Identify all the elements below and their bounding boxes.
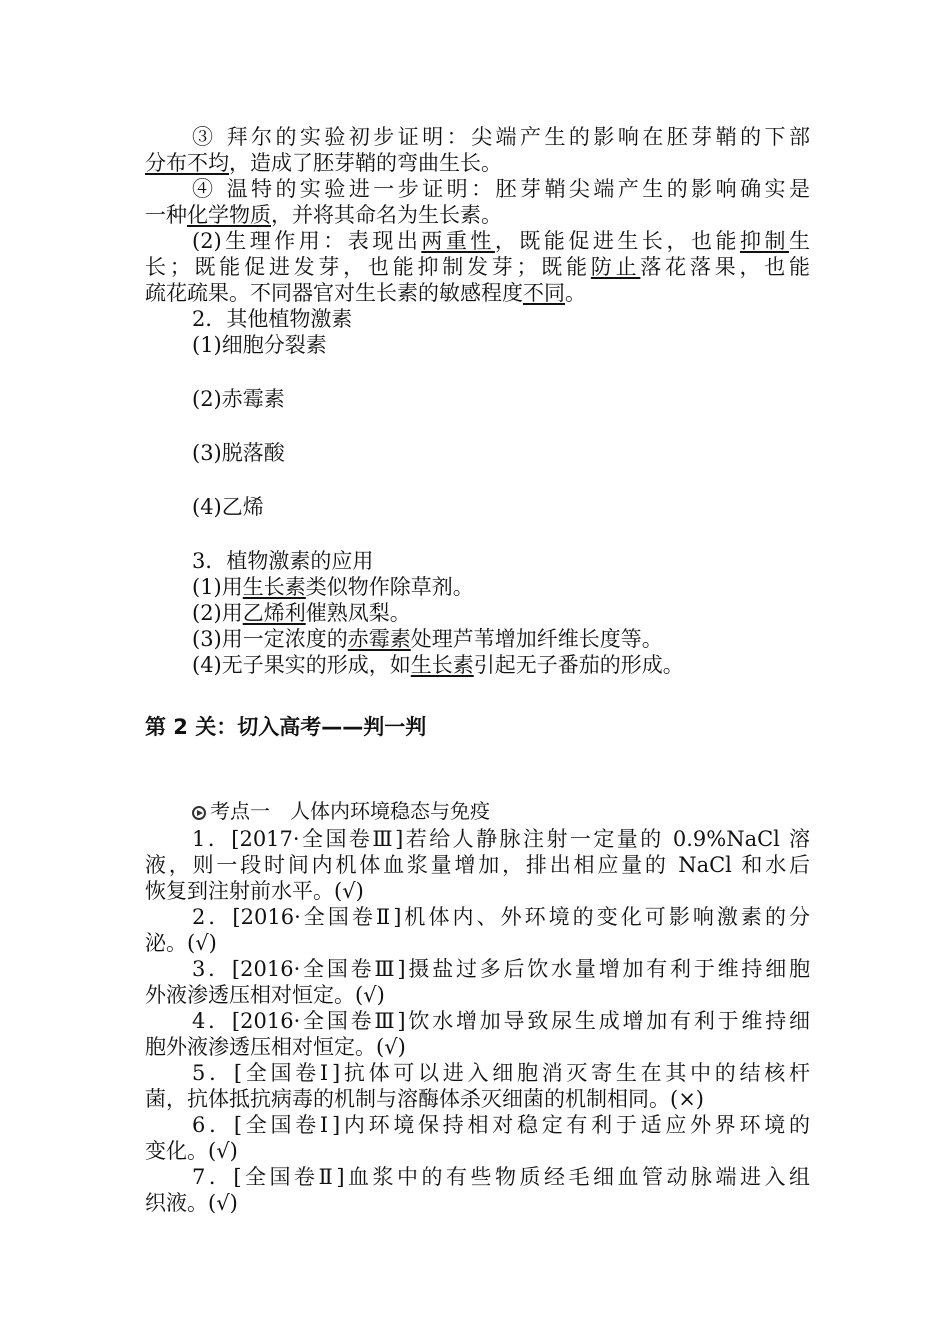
list-item — [192, 652, 810, 678]
question-5-line-1: 5．[全国卷Ⅰ]抗体可以进入细胞消灭寄生在其中的结核杆 — [192, 1061, 810, 1085]
text: (1)用 — [192, 575, 243, 599]
answer-blank: 生长素 — [410, 653, 474, 677]
text: 落花落果，也能 — [640, 255, 811, 279]
text: ，并将其命名为生长素。 — [271, 203, 502, 227]
question-6-line-2: 变化。(√) — [145, 1139, 238, 1163]
text: ，造成了胚芽鞘的弯曲生长。 — [229, 151, 502, 175]
text: 一种 — [145, 203, 187, 227]
question-4-line-2: 胞外液渗透压相对恒定。(√) — [145, 1035, 406, 1059]
question-1-line-3: 恢复到注射前水平。(√) — [145, 879, 364, 903]
list-item — [192, 574, 810, 600]
other-hormones-title: 2．其他植物激素 — [192, 307, 353, 331]
bayliss-line-2 — [145, 150, 810, 176]
list-item: (4)乙烯 — [192, 495, 264, 519]
text: ③ 拜尔的实验初步证明：尖端产生的影响在胚芽鞘的下部 — [192, 125, 810, 149]
text: (4)无子果实的形成，如 — [192, 653, 411, 677]
answer-blank: 分布不均 — [145, 151, 229, 175]
text: (3)用一定浓度的 — [192, 627, 348, 651]
text: 长；既能促进发芽，也能抑制发芽；既能 — [145, 255, 591, 279]
question-5-line-2: 菌，抗体抵抗病毒的机制与溶酶体杀灭细菌的机制相同。(×) — [145, 1087, 704, 1111]
list-item: (3)脱落酸 — [192, 441, 285, 465]
list-item — [192, 600, 810, 626]
question-1-line-2: 液，则一段时间内机体血浆量增加，排出相应量的 NaCl 和水后 — [145, 853, 810, 877]
text: (2)用 — [192, 601, 243, 625]
went-line-1 — [192, 176, 810, 202]
question-4-line-1: 4．[2016·全国卷Ⅲ]饮水增加导致尿生成增加有利于维持细 — [192, 1009, 810, 1033]
text: (2)生理作用：表现出 — [192, 229, 422, 253]
text: 类似物作除草剂。 — [305, 575, 474, 599]
answer-blank: 防止 — [590, 255, 641, 279]
section-title: 第 2 关：切入高考——判一判 — [145, 715, 427, 739]
answer-blank: 生长素 — [242, 575, 306, 599]
list-item — [192, 626, 810, 652]
question-6-line-1: 6．[全国卷Ⅰ]内环境保持相对稳定有利于适应外界环境的 — [192, 1113, 810, 1137]
question-3-line-1: 3．[2016·全国卷Ⅲ]摄盐过多后饮水量增加有利于维持细胞 — [192, 957, 810, 981]
list-item: (1)细胞分裂素 — [192, 333, 327, 357]
text: ④ 温特的实验进一步证明：胚芽鞘尖端产生的影响确实是 — [192, 177, 810, 201]
physio-line-1 — [192, 228, 810, 254]
answer-blank: 化学物质 — [187, 203, 271, 227]
answer-blank: 两重性 — [421, 229, 495, 253]
went-line-2 — [145, 202, 810, 228]
answer-blank: 赤霉素 — [347, 627, 411, 651]
arrow-circle-icon — [192, 806, 206, 820]
question-2-line-2: 泌。(√) — [145, 931, 217, 955]
question-7-line-2: 织液。(√) — [145, 1191, 238, 1215]
answer-blank: 乙烯利 — [242, 601, 306, 625]
text: 。 — [565, 281, 586, 305]
question-7-line-1: 7．[全国卷Ⅱ]血浆中的有些物质经毛细血管动脉端进入组 — [192, 1165, 810, 1189]
answer-blank: 抑制 — [739, 229, 790, 253]
topic-heading — [192, 798, 810, 824]
question-1-line-1: 1．[2017·全国卷Ⅲ]若给人静脉注射一定量的 0.9%NaCl 溶 — [192, 827, 810, 851]
physio-line-2 — [145, 254, 810, 280]
bayliss-line-1 — [192, 124, 810, 150]
text: 疏花疏果。不同器官对生长素的敏感程度 — [145, 281, 523, 305]
list-item: (2)赤霉素 — [192, 387, 285, 411]
question-2-line-1: 2．[2016·全国卷Ⅱ]机体内、外环境的变化可影响激素的分 — [192, 905, 810, 929]
text: 生 — [789, 229, 811, 253]
text: 考点一 人体内环境稳态与免疫 — [210, 799, 490, 823]
answer-blank: 不同 — [523, 281, 565, 305]
question-3-line-2: 外液渗透压相对恒定。(√) — [145, 983, 385, 1007]
application-title: 3．植物激素的应用 — [192, 549, 374, 573]
text: 处理芦苇增加纤维长度等。 — [410, 627, 663, 651]
physio-line-3 — [145, 280, 810, 306]
text: 引起无子番茄的形成。 — [473, 653, 684, 677]
text: ，既能促进生长，也能 — [494, 229, 740, 253]
text: 催熟凤梨。 — [305, 601, 411, 625]
